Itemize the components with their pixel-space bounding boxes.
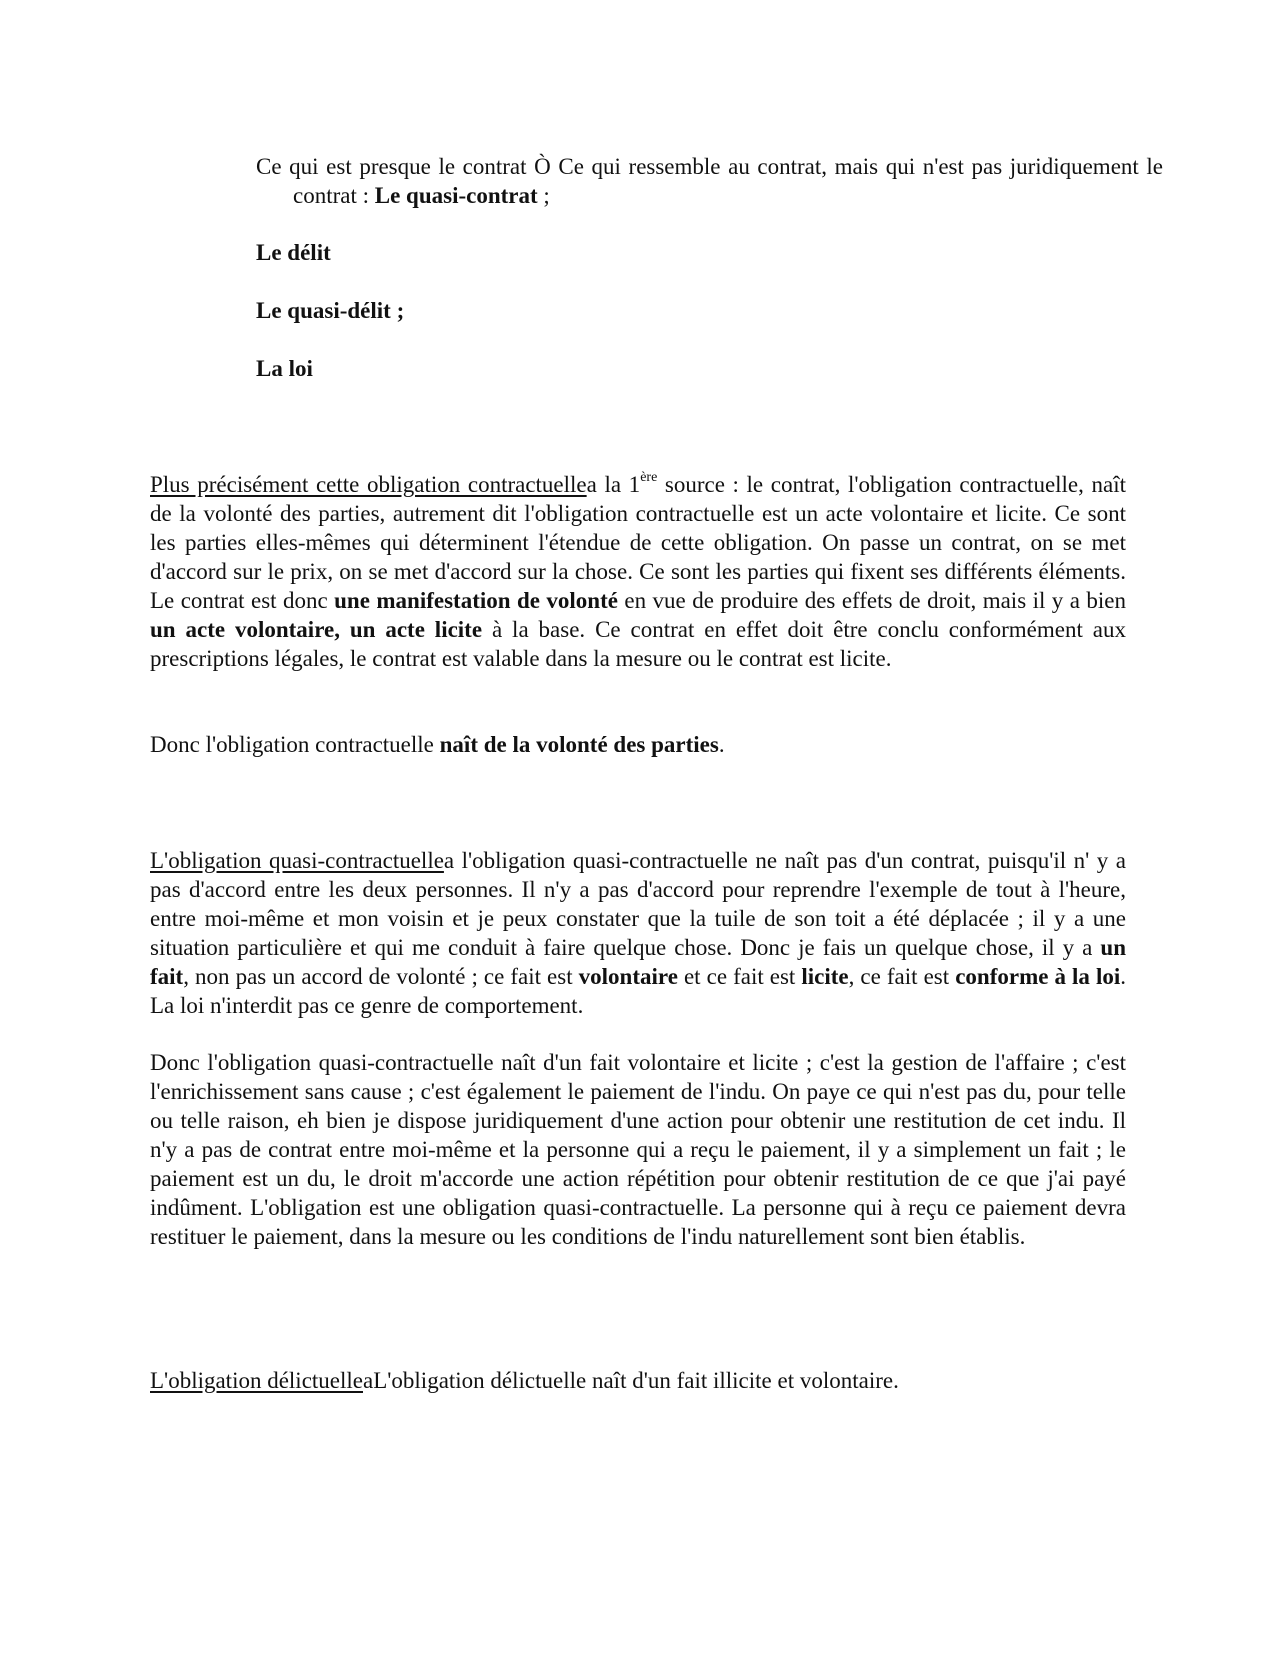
list-item-loi <box>256 354 1126 383</box>
emphasis: un fait <box>150 935 1126 989</box>
paragraph-text: l'obligation quasi-contractuelle ne naît pas d'un contrat, puisqu'il n' y a pas d'accord entre les deux personnes. Il n'y a pas d'accord pour reprendre l'exemple de tout à l'heure, entre moi-même et mon voisin et je peux constater que la tuile de son toit a été déplacée ; il y a une situation particulière et qui me conduit à faire quelque chose. Donc je fais un quelque chose, il y a <box>150 848 1126 960</box>
marker-glyph: a <box>586 472 597 497</box>
list-item-quasi-delit <box>256 296 1126 325</box>
list-item-quasi-contrat <box>256 152 1163 210</box>
list-text: Ce qui est presque le contrat <box>256 154 535 179</box>
list-text: ; <box>537 183 550 208</box>
paragraph-contractuelle-conclusion <box>150 730 1126 759</box>
paragraph-text: , ce fait est <box>848 964 956 989</box>
paragraph-text: la 1 <box>596 472 641 497</box>
paragraph-text: Donc l'obligation contractuelle <box>150 732 440 757</box>
term-delit: Le délit <box>256 240 331 265</box>
superscript: ère <box>640 470 658 486</box>
arrow-icon: Ò <box>534 154 551 179</box>
paragraph-text: Donc l'obligation quasi-contractuelle naît d'un fait volontaire et licite ; c'est la gestion de l'affaire ; c'est l'enrichissement sans cause ; c'est également le paiement de l'indu. On paye ce qui n'est pas du, pour telle ou telle raison, eh bien je dispose juridiquement d'une action pour obtenir une restitution de cet indu. Il n'y a pas de contrat entre moi-même et la personne qui a reçu le paiement, il y a simplement un fait ; le paiement est un du, le droit m'accorde une action répétition pour obtenir restitution de ce que j'ai payé indûment. L'obligation est une obligation quasi-contractuelle. La personne qui à reçu ce paiement devra restituer le paiement, dans la mesure ou les conditions de l'indu naturellement sont bien établis. <box>150 1050 1126 1249</box>
section-heading: Plus précisément cette obligation contractuelle <box>150 472 587 497</box>
paragraph-text: L'obligation délictuelle naît d'un fait illicite et volontaire. <box>373 1368 899 1393</box>
paragraph-contractuelle <box>150 470 1126 673</box>
paragraph-text: à la base. Ce contrat en effet doit être conclu conformément aux prescriptions légales, le contrat est valable dans la mesure ou le contrat est licite. <box>150 617 1126 671</box>
paragraph-text: en vue de produire des effets de droit, mais il y a bien <box>617 588 1126 613</box>
term-quasi-delit: Le quasi-délit ; <box>256 298 405 323</box>
emphasis: un acte volontaire, un acte licite <box>150 617 483 642</box>
marker-glyph: a <box>443 848 455 873</box>
list-item-delit <box>256 238 1126 267</box>
section-heading: L'obligation quasi-contractuelle <box>150 848 444 873</box>
emphasis: conforme à la loi <box>955 964 1121 989</box>
list-text: Ce qui ressemble au contrat, mais qui n'est pas juridiquement le contrat : <box>293 154 1163 208</box>
emphasis: volontaire <box>578 964 678 989</box>
paragraph-quasi-contractuelle <box>150 846 1126 1020</box>
paragraph-delictuelle <box>150 1366 1126 1395</box>
paragraph-text: . <box>718 732 725 757</box>
paragraph-text: et ce fait est <box>677 964 802 989</box>
emphasis: naît de la volonté des parties <box>439 732 719 757</box>
term-loi: La loi <box>256 356 313 381</box>
marker-glyph: a <box>363 1368 374 1393</box>
emphasis: une manifestation de volonté <box>334 588 618 613</box>
paragraph-text: . La loi n'interdit pas ce genre de comportement. <box>150 964 1127 1018</box>
term-quasi-contrat: Le quasi-contrat <box>374 183 538 208</box>
section-heading: L'obligation délictuelle <box>150 1368 363 1393</box>
paragraph-text: source : le contrat, l'obligation contractuelle, naît de la volonté des parties, autrement dit l'obligation contractuelle est un acte volontaire et licite. Ce sont les parties elles-mêmes qui déterminent l'étendue de cette obligation. On passe un contrat, on se met d'accord sur le prix, on se met d'accord sur la chose. Ce sont les parties qui fixent ses différents éléments. Le contrat est donc <box>150 472 1126 613</box>
paragraph-quasi-contractuelle-2 <box>150 1048 1126 1251</box>
emphasis: licite <box>801 964 849 989</box>
paragraph-text: , non pas un accord de volonté ; ce fait est <box>183 964 579 989</box>
